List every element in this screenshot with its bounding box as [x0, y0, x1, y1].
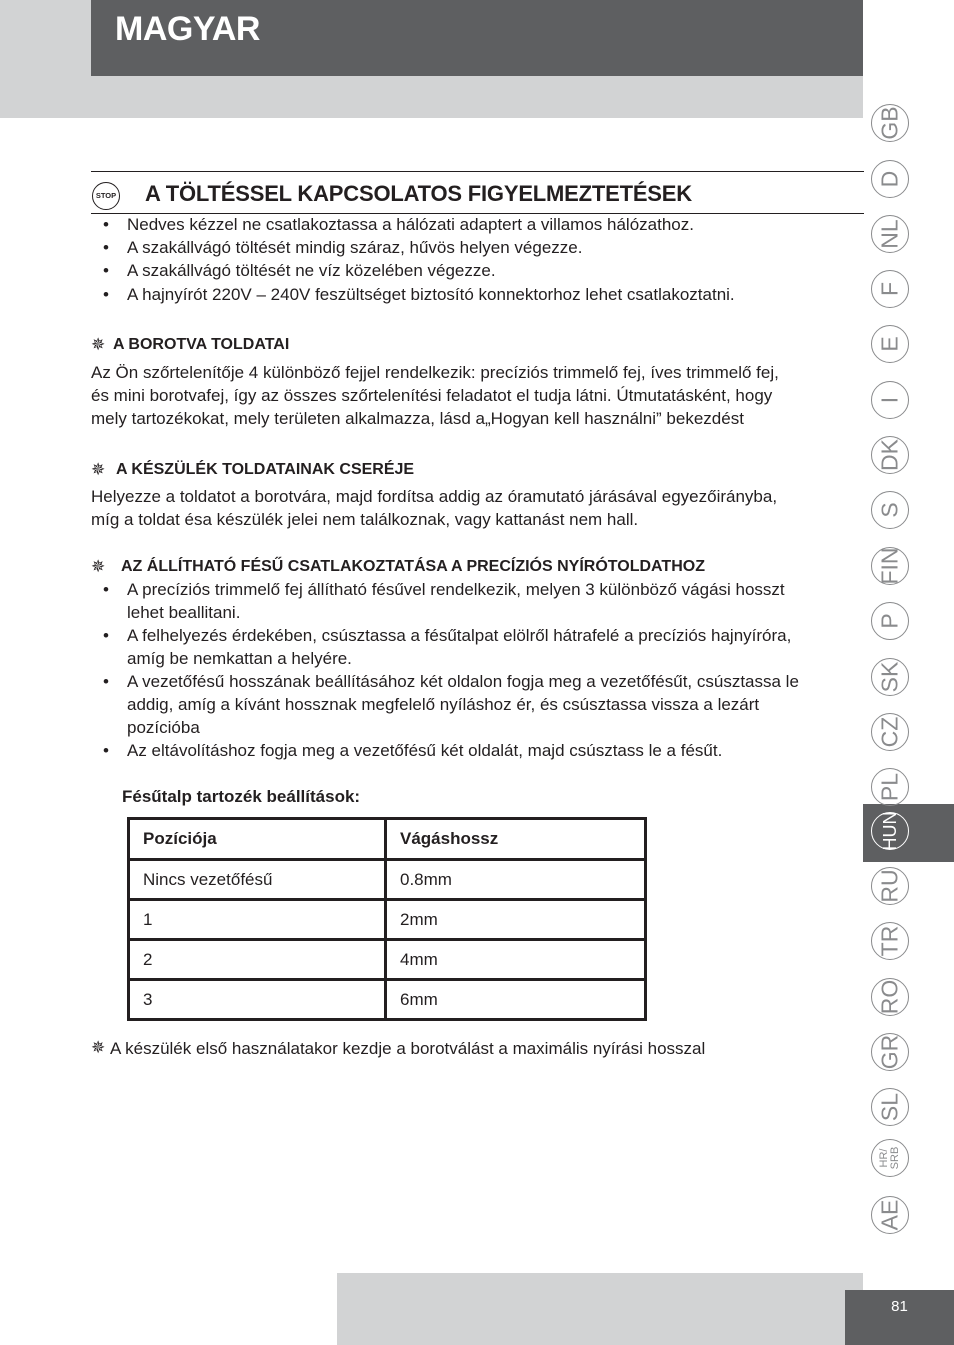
- language-tab-label: PL: [876, 772, 903, 802]
- sun-icon: ✵: [91, 1038, 106, 1057]
- section-title: A TÖLTÉSSEL KAPCSOLATOS FIGYELMEZTETÉSEK: [145, 181, 692, 206]
- language-tab-ae[interactable]: [871, 1196, 909, 1234]
- language-tab-label: RU: [876, 869, 903, 903]
- language-tab-hrsrb[interactable]: [871, 1139, 909, 1177]
- table-cell: 1: [129, 900, 386, 940]
- language-tab-f[interactable]: [871, 270, 909, 308]
- table-row: [129, 900, 646, 940]
- table-title: Fésűtalp tartozék beállítások:: [122, 787, 361, 806]
- comb-item-line: A precíziós trimmelő fej állítható fésűvel rendelkezik, melyen 3 különböző vágási hosszt: [127, 580, 785, 599]
- bullet-marker: •: [103, 215, 109, 234]
- comb-heading: AZ ÁLLÍTHATÓ FÉSŰ CSATLAKOZTATÁSA A PRECÍZIÓS NYÍRÓTOLDATHOZ: [121, 558, 705, 575]
- table-cell: 4mm: [386, 940, 646, 980]
- language-tab-nl[interactable]: [871, 215, 909, 253]
- section-rule-top: [91, 171, 864, 172]
- bullet-marker: •: [103, 741, 109, 760]
- comb-settings-table: [127, 817, 647, 1021]
- table-cell: 6mm: [386, 980, 646, 1020]
- language-tab-gr[interactable]: [871, 1033, 909, 1071]
- bullet-marker: •: [103, 580, 109, 599]
- bottom-area: [0, 1273, 337, 1345]
- language-tab-pl[interactable]: [871, 768, 909, 806]
- language-tab-label: F: [876, 281, 903, 297]
- language-tab-label: HR/ SRB: [878, 1146, 901, 1170]
- language-tab-label: TR: [876, 925, 903, 957]
- language-tab-p[interactable]: [871, 602, 909, 640]
- bullet-marker: •: [103, 261, 109, 280]
- language-tab-e[interactable]: [871, 325, 909, 363]
- language-tab-tr[interactable]: [871, 922, 909, 960]
- language-tab-sk[interactable]: [871, 658, 909, 696]
- language-tab-fin[interactable]: [871, 547, 909, 585]
- language-tab-i[interactable]: [871, 381, 909, 419]
- paragraph-line: mely tartozékokat, mely területen alkalmazza, lásd a„Hogyan kell használni” bekezdést: [91, 409, 744, 428]
- comb-item-line: amíg be nemkattan a helyére.: [127, 649, 352, 668]
- language-tab-label: NL: [876, 219, 903, 249]
- page-number: 81: [891, 1298, 908, 1315]
- language-tab-label: GR: [876, 1034, 903, 1070]
- warning-item: Nedves kézzel ne csatlakoztassa a hálózati adaptert a villamos hálózathoz.: [127, 215, 694, 234]
- table-cell: 3: [129, 980, 386, 1020]
- language-tab-ro[interactable]: [871, 978, 909, 1016]
- comb-item-line: Az eltávolításhoz fogja meg a vezetőfésű két oldalát, majd csúsztass le a fésűt.: [127, 741, 723, 760]
- warning-item: A szakállvágó töltését ne víz közelében végezze.: [127, 261, 496, 280]
- paragraph-line: Az Ön szőrtelenítője 4 különböző fejjel rendelkezik: precíziós trimmelő fej, íves trimmelő fej,: [91, 363, 779, 382]
- language-tab-gb[interactable]: [871, 104, 909, 142]
- language-tab-label: S: [876, 502, 903, 518]
- warning-item: A szakállvágó töltését mindig száraz, hűvös helyen végezze.: [127, 238, 583, 257]
- bullet-marker: •: [103, 672, 109, 691]
- table-row: [129, 980, 646, 1020]
- change-heading: A KÉSZÜLÉK TOLDATAINAK CSERÉJE: [116, 461, 415, 478]
- table-cell: Nincs vezetőfésű: [129, 860, 386, 900]
- stop-icon: STOP: [92, 182, 120, 210]
- table-cell: 2: [129, 940, 386, 980]
- paragraph-line: Helyezze a toldatot a borotvára, majd fordítsa addig az óramutató járásával egyezőirányba,: [91, 487, 778, 506]
- table-row: [129, 940, 646, 980]
- header-bar: [91, 0, 863, 76]
- table-cell: 2mm: [386, 900, 646, 940]
- language-tab-d[interactable]: [871, 160, 909, 198]
- language-tab-label: AE: [876, 1199, 903, 1231]
- sun-icon: ✵: [91, 460, 106, 479]
- language-tab-dk[interactable]: [871, 436, 909, 474]
- language-tab-label: DK: [876, 439, 903, 471]
- table-header-row: [129, 819, 646, 860]
- language-tab-label: D: [876, 170, 903, 188]
- language-tab-label: CZ: [876, 716, 903, 748]
- language-tab-label: SL: [876, 1092, 903, 1122]
- paragraph-line: és mini borotvafej, így az összes szőrtelenítési feladatot el tudja látni. Útmutatásként, hogy: [91, 386, 773, 405]
- language-tab-s[interactable]: [871, 491, 909, 529]
- language-tab-label: FIN: [876, 547, 903, 585]
- comb-item-line: A felhelyezés érdekében, csúsztassa a fésűtalpat elölről hátrafelé a precíziós hajnyíróra,: [127, 626, 792, 645]
- table-header-cell: Vágáshossz: [386, 819, 646, 860]
- sun-icon: ✵: [91, 335, 106, 354]
- language-tab-label: GB: [876, 106, 903, 140]
- language-tab-cz[interactable]: [871, 713, 909, 751]
- page-title: MAGYAR: [115, 10, 260, 48]
- page-number-box: [845, 1290, 954, 1345]
- language-tab-label: E: [876, 336, 903, 352]
- comb-item-line: pozícióba: [127, 718, 200, 737]
- sun-icon: ✵: [91, 557, 106, 576]
- language-tab-hun[interactable]: [871, 812, 909, 850]
- warning-item: A hajnyírót 220V – 240V feszültséget biztosító konnektorhoz lehet csatlakoztatni.: [127, 285, 735, 304]
- bullet-marker: •: [103, 238, 109, 257]
- table-header-cell: Pozíciója: [129, 819, 386, 860]
- bullet-marker: •: [103, 626, 109, 645]
- language-tab-label: I: [876, 396, 903, 404]
- comb-item-line: lehet beallitani.: [127, 603, 241, 622]
- table-cell: 0.8mm: [386, 860, 646, 900]
- language-tab-label: P: [876, 613, 903, 629]
- language-tab-label: HUN: [880, 811, 900, 851]
- language-tab-ru[interactable]: [871, 867, 909, 905]
- language-tab-label: RO: [876, 979, 903, 1015]
- paragraph-line: míg a toldat ésa készülék jelei nem találkoznak, vagy kattanást nem hall.: [91, 510, 639, 529]
- comb-item-line: A vezetőfésű hosszának beállításához két oldalon fogja meg a vezetőfésűt, csúsztassa le: [127, 672, 799, 691]
- table-row: [129, 860, 646, 900]
- bullet-marker: •: [103, 285, 109, 304]
- attachments-heading: A BOROTVA TOLDATAI: [113, 336, 290, 353]
- language-tab-label: SK: [876, 661, 903, 693]
- comb-item-line: addig, amíg a kívánt hossznak megfelelő nyíláshoz ér, és csúsztassa vissza a lezárt: [127, 695, 760, 714]
- note-text: A készülék első használatakor kezdje a borotválást a maximális nyírási hosszal: [110, 1039, 706, 1058]
- language-tab-sl[interactable]: [871, 1088, 909, 1126]
